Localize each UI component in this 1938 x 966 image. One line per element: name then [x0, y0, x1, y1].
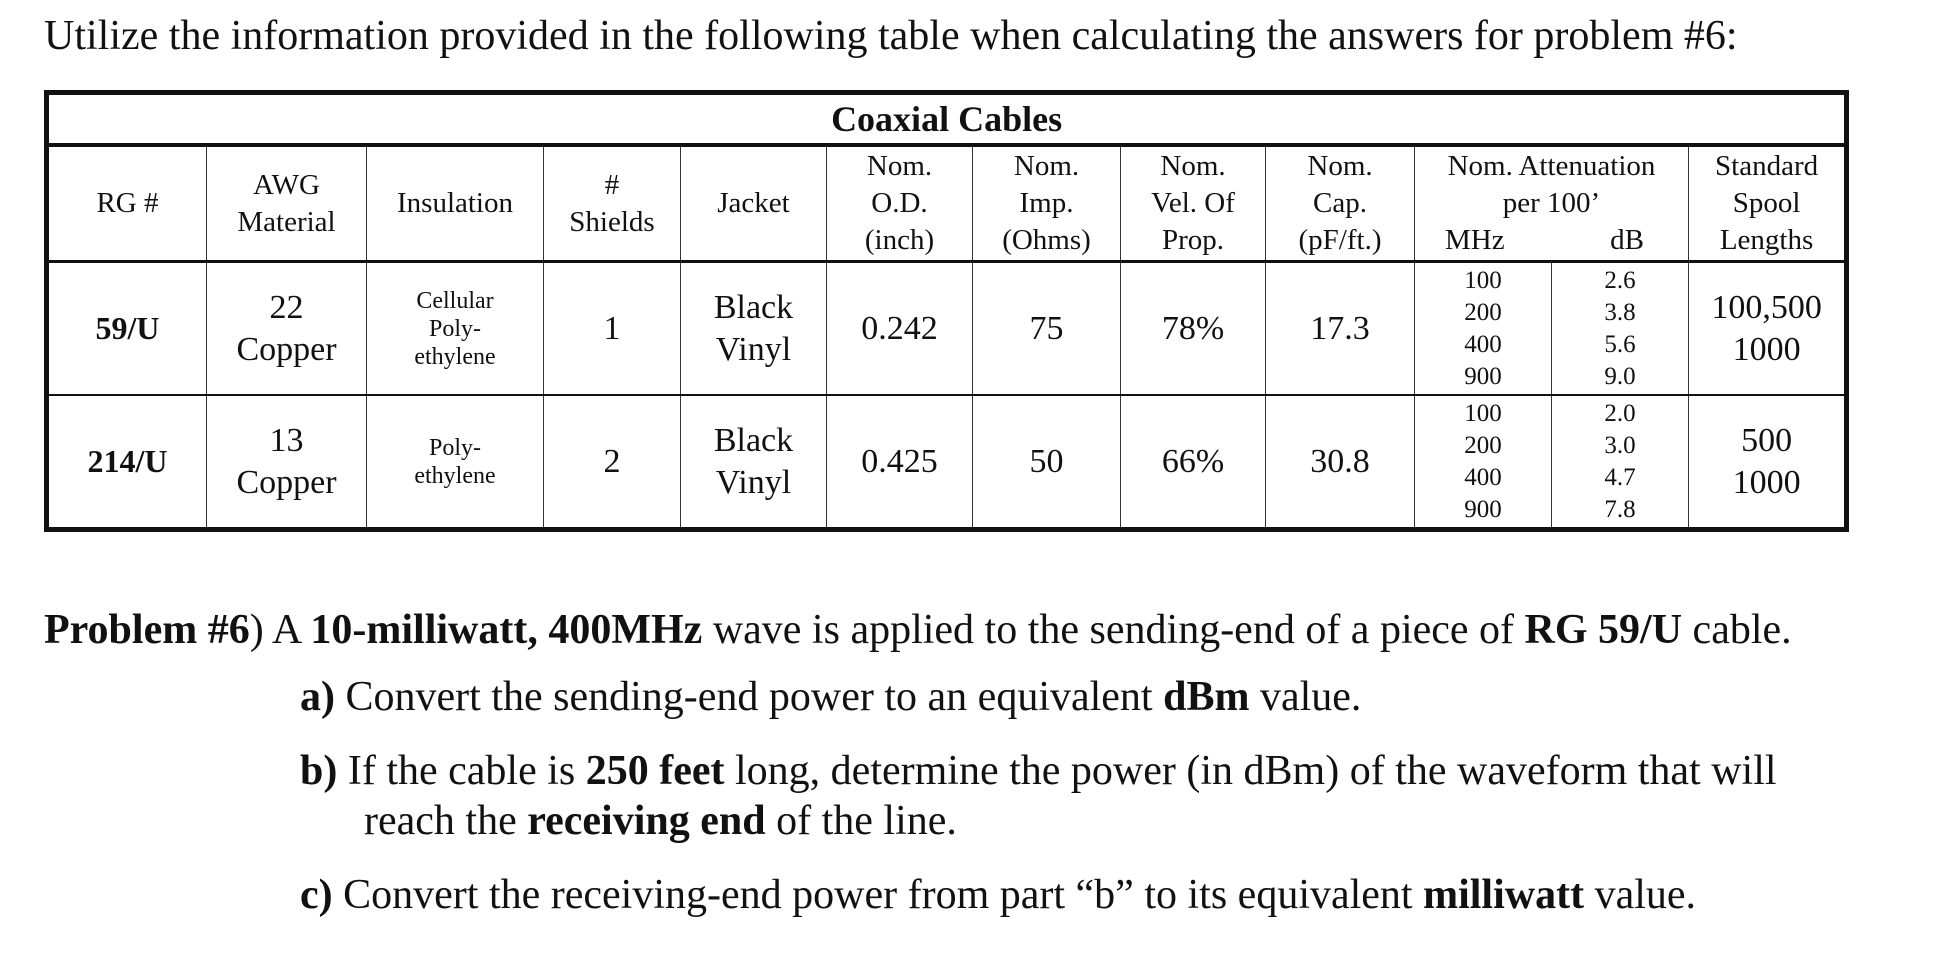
cell-insulation [367, 395, 544, 530]
header-spool [1689, 145, 1847, 262]
header-awg [207, 145, 367, 262]
header-cap-line2: Cap. [1313, 187, 1367, 219]
header-spool-line1: Standard [1715, 150, 1819, 182]
problem-label: Problem #6 [44, 607, 250, 653]
header-od-line3: (inch) [864, 224, 935, 256]
part-b-label: b) [300, 748, 338, 794]
cell-shields: 2 [544, 395, 681, 530]
part-c-bold: milliwatt [1423, 872, 1585, 918]
cell-db-3: 4.7 [1604, 463, 1636, 491]
header-imp [973, 145, 1121, 262]
cell-spool-line1: 500 [1741, 421, 1793, 459]
problem-text-rest: wave is applied to the sending-end of a piece of [702, 607, 1525, 653]
cell-insulation-line1: Poly- [428, 434, 481, 461]
problem-text-a: A [263, 607, 311, 653]
header-awg-line2: Material [237, 205, 336, 238]
header-awg-line1: AWG [253, 168, 320, 201]
cell-spool-line2: 1000 [1732, 463, 1801, 501]
cell-spool-line2: 1000 [1732, 330, 1801, 368]
problem-paren: ) [249, 607, 264, 653]
cell-awg-number: 13 [269, 421, 304, 459]
header-vel-line1: Nom. [1160, 150, 1226, 182]
cell-mhz-2: 200 [1464, 298, 1502, 326]
cell-vel: 66% [1121, 395, 1266, 530]
header-cap [1266, 145, 1415, 262]
header-imp-line1: Nom. [1013, 150, 1080, 182]
problem-text-end: cable. [1682, 607, 1792, 653]
cell-awg [207, 395, 367, 530]
table-header-row [47, 145, 1847, 262]
header-od-line1: Nom. [866, 150, 933, 182]
part-a-text2: value. [1249, 674, 1362, 720]
header-atten-db: dB [1610, 224, 1644, 256]
cell-spool-line1: 100,500 [1711, 288, 1822, 326]
cell-db-4: 9.0 [1604, 362, 1636, 390]
cell-awg [207, 262, 367, 396]
header-jacket [681, 145, 827, 262]
cell-jacket [681, 262, 827, 396]
header-shields-line1: # [604, 168, 620, 201]
cell-shields: 1 [544, 262, 681, 396]
cell-od: 0.425 [827, 395, 973, 530]
cell-db-2: 3.0 [1604, 431, 1636, 459]
cell-mhz-3: 400 [1464, 463, 1502, 491]
part-b-line2-text2: of the line. [765, 798, 957, 844]
cell-jacket-line1: Black [713, 288, 794, 326]
header-atten-line1: Nom. Attenuation [1447, 150, 1656, 182]
coaxial-cables-table [44, 90, 1849, 532]
cell-cap: 17.3 [1266, 262, 1415, 396]
cell-db-2: 3.8 [1604, 298, 1636, 326]
cell-insulation-line2: Poly- [428, 315, 481, 342]
cell-atten-mhz [1415, 395, 1552, 530]
cell-rg: 214/U [47, 395, 207, 530]
cell-mhz-4: 900 [1464, 362, 1502, 390]
part-c-text2: value. [1584, 872, 1697, 918]
cell-awg-number: 22 [269, 288, 304, 326]
cell-atten-mhz [1415, 262, 1552, 396]
cell-mhz-4: 900 [1464, 495, 1502, 523]
header-imp-line3: (Ohms) [1002, 224, 1091, 256]
table-row [47, 262, 1847, 396]
header-rg [47, 145, 207, 262]
cell-jacket-line2: Vinyl [715, 463, 792, 501]
header-shields [544, 145, 681, 262]
cell-insulation-line3: ethylene [414, 343, 496, 370]
table-caption: Coaxial Cables [47, 93, 1847, 146]
header-cap-line3: (pF/ft.) [1298, 224, 1382, 256]
header-shields-line2: Shields [569, 205, 655, 238]
cell-db-1: 2.6 [1604, 266, 1636, 294]
cell-mhz-1: 100 [1464, 399, 1502, 427]
header-atten-units [1415, 222, 1688, 259]
header-rg-label: RG # [96, 187, 159, 219]
header-jacket-label: Jacket [717, 187, 790, 219]
header-spool-line3: Lengths [1719, 224, 1814, 256]
header-imp-line2: Imp. [1019, 187, 1074, 219]
cell-mhz-1: 100 [1464, 266, 1502, 294]
header-spool-line2: Spool [1732, 187, 1801, 219]
cell-insulation-line2: ethylene [414, 462, 496, 489]
cell-jacket-line2: Vinyl [715, 330, 792, 368]
part-c [300, 870, 1696, 920]
part-b-line2-text1: reach the [364, 798, 528, 844]
cell-spool [1689, 395, 1847, 530]
cell-rg: 59/U [47, 262, 207, 396]
cell-db-4: 7.8 [1604, 495, 1636, 523]
cell-mhz-2: 200 [1464, 431, 1502, 459]
part-a [300, 672, 1361, 722]
cell-mhz-3: 400 [1464, 330, 1502, 358]
cell-db-3: 5.6 [1604, 330, 1636, 358]
part-b-bold1: 250 feet [585, 748, 725, 794]
cell-vel: 78% [1121, 262, 1266, 396]
part-a-label: a) [300, 674, 335, 720]
header-insulation-label: Insulation [397, 187, 513, 219]
intro-text: Utilize the information provided in the following table when calculating the answers for problem #6: [44, 13, 1738, 59]
header-insulation [367, 145, 544, 262]
cell-insulation-line1: Cellular [416, 287, 494, 314]
coax-table-container [44, 90, 1844, 532]
header-atten-mhz: MHz [1445, 224, 1505, 256]
cell-awg-material: Copper [236, 330, 337, 368]
part-c-text1: Convert the receiving-end power from part “b” to its equivalent [332, 872, 1424, 918]
problem-cable: RG 59/U [1524, 607, 1683, 653]
cell-atten-db [1552, 395, 1689, 530]
header-od [827, 145, 973, 262]
part-b [300, 746, 1777, 796]
header-cap-line1: Nom. [1307, 150, 1373, 182]
cell-awg-material: Copper [236, 463, 337, 501]
cell-od: 0.242 [827, 262, 973, 396]
cell-insulation [367, 262, 544, 396]
cell-imp: 75 [973, 262, 1121, 396]
cell-jacket [681, 395, 827, 530]
cell-imp: 50 [973, 395, 1121, 530]
problem-power: 10-milliwatt, 400MHz [310, 607, 703, 653]
header-atten-line2: per 100’ [1502, 187, 1601, 219]
cell-jacket-line1: Black [713, 421, 794, 459]
part-c-label: c) [300, 872, 333, 918]
header-vel [1121, 145, 1266, 262]
part-b-bold2: receiving end [527, 798, 766, 844]
header-vel-line2: Vel. Of [1151, 187, 1235, 219]
header-attenuation [1415, 145, 1689, 262]
part-b-line2 [364, 796, 957, 846]
cell-spool [1689, 262, 1847, 396]
part-a-bold: dBm [1163, 674, 1250, 720]
part-a-text1: Convert the sending-end power to an equivalent [335, 674, 1164, 720]
part-b-text2: long, determine the power (in dBm) of the waveform that will [724, 748, 1777, 794]
header-od-line2: O.D. [871, 187, 928, 219]
cell-cap: 30.8 [1266, 395, 1415, 530]
problem-statement [44, 602, 1792, 658]
header-vel-line3: Prop. [1161, 224, 1225, 256]
table-row [47, 395, 1847, 530]
cell-db-1: 2.0 [1604, 399, 1636, 427]
cell-atten-db [1552, 262, 1689, 396]
part-b-text1: If the cable is [337, 748, 586, 794]
